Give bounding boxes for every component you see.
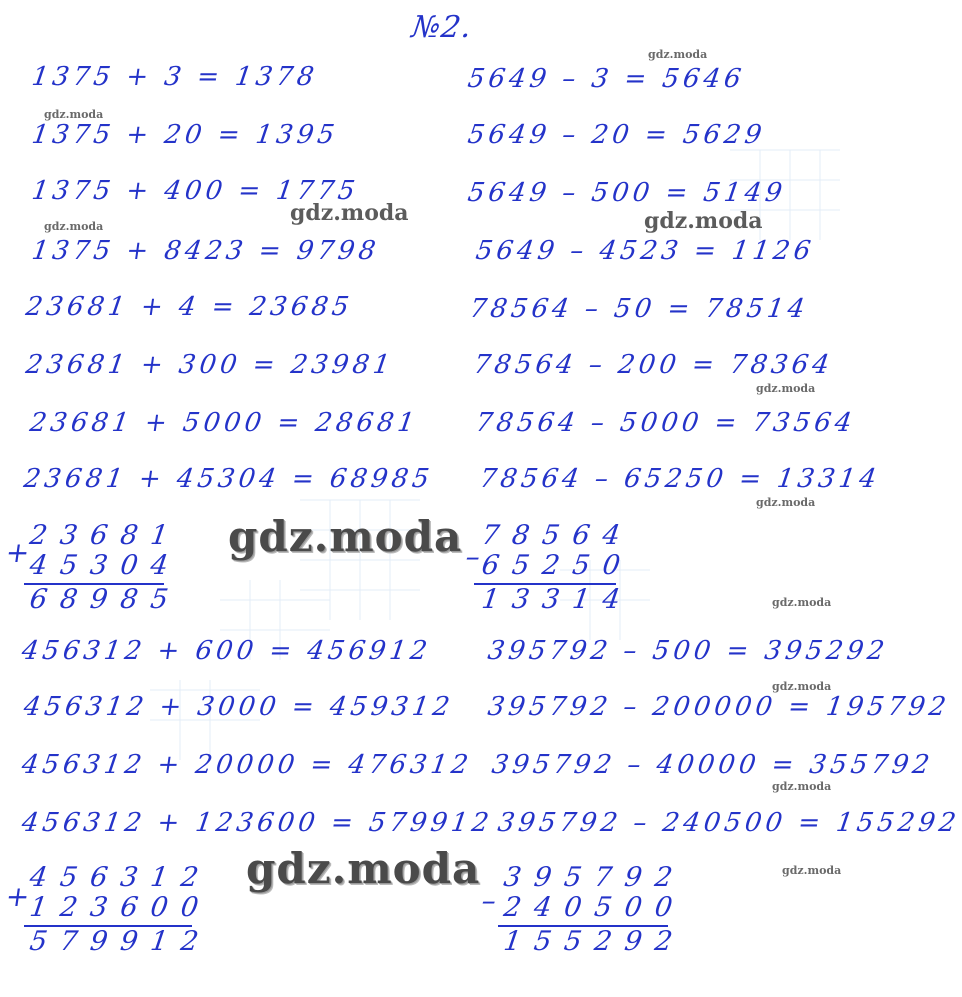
- equation-right-10: 395792 – 200000 = 195792: [485, 692, 952, 722]
- equation-left-11: 456312 + 20000 = 476312: [19, 750, 474, 780]
- equation-right-9: 395792 – 500 = 395292: [485, 636, 891, 666]
- watermark-small-6: gdz.moda: [772, 596, 832, 609]
- equation-left-12: 456312 + 123600 = 579912: [19, 808, 495, 838]
- equation-right-5: 78564 – 50 = 78514: [467, 294, 811, 324]
- equation-left-9: 456312 + 600 = 456912: [19, 636, 433, 666]
- column-add-2-top: 456312: [27, 862, 214, 893]
- watermark-small-7: gdz.moda: [772, 680, 832, 693]
- equation-right-8: 78564 – 65250 = 13314: [477, 464, 883, 494]
- equation-right-6: 78564 – 200 = 78364: [471, 350, 835, 380]
- watermark-small-5: gdz.moda: [756, 496, 816, 509]
- task-number: №2.: [409, 10, 475, 45]
- column-sub-1-bottom: 65250: [479, 550, 636, 581]
- watermark-large-2: gdz.moda: [246, 844, 481, 893]
- equation-left-2: 1375 + 20 = 1395: [29, 120, 341, 150]
- equation-right-11: 395792 – 40000 = 355792: [489, 750, 936, 780]
- watermark-medium-2: gdz.moda: [644, 208, 763, 234]
- equation-right-2: 5649 – 20 = 5629: [465, 120, 768, 150]
- equation-right-12: 395792 – 240500 = 155292: [495, 808, 962, 838]
- column-add-2-bottom: 123600: [27, 892, 214, 923]
- column-sub-2-result: 155292: [501, 926, 688, 957]
- column-add-1-bottom: 45304: [27, 550, 184, 581]
- column-add-2-result: 579912: [27, 926, 214, 957]
- equation-left-1: 1375 + 3 = 1378: [29, 62, 320, 92]
- watermark-small-8: gdz.moda: [772, 780, 832, 793]
- watermark-large-1: gdz.moda: [228, 512, 463, 561]
- watermark-small-2: gdz.moda: [44, 108, 104, 121]
- equation-left-4: 1375 + 8423 = 9798: [29, 236, 382, 266]
- equation-right-4: 5649 – 4523 = 1126: [473, 236, 817, 266]
- equation-left-7: 23681 + 5000 = 28681: [27, 408, 421, 438]
- column-sub-1-sign: –: [463, 540, 483, 573]
- equation-right-3: 5649 – 500 = 5149: [465, 178, 788, 208]
- watermark-small-9: gdz.moda: [782, 864, 842, 877]
- equation-left-3: 1375 + 400 = 1775: [29, 176, 361, 206]
- equation-left-6: 23681 + 300 = 23981: [23, 350, 396, 380]
- equation-left-10: 456312 + 3000 = 459312: [21, 692, 456, 722]
- column-sub-1-result: 13314: [479, 584, 636, 615]
- equation-right-1: 5649 – 3 = 5646: [465, 64, 747, 94]
- equation-left-8: 23681 + 45304 = 68985: [21, 464, 435, 494]
- watermark-medium-1: gdz.moda: [290, 200, 409, 226]
- column-sub-2-top: 395792: [501, 862, 688, 893]
- column-add-1-sign: +: [3, 536, 32, 569]
- equation-right-7: 78564 – 5000 = 73564: [473, 408, 858, 438]
- watermark-small-3: gdz.moda: [44, 220, 104, 233]
- column-sub-1-top: 78564: [479, 520, 636, 551]
- watermark-small-1: gdz.moda: [648, 48, 708, 61]
- column-add-1-top: 23681: [27, 520, 184, 551]
- column-sub-2-sign: –: [479, 884, 499, 917]
- column-add-2-sign: +: [3, 880, 32, 913]
- column-add-1-result: 68985: [27, 584, 184, 615]
- column-sub-2-bottom: 240500: [501, 892, 688, 923]
- equation-left-5: 23681 + 4 = 23685: [23, 292, 355, 322]
- watermark-small-4: gdz.moda: [756, 382, 816, 395]
